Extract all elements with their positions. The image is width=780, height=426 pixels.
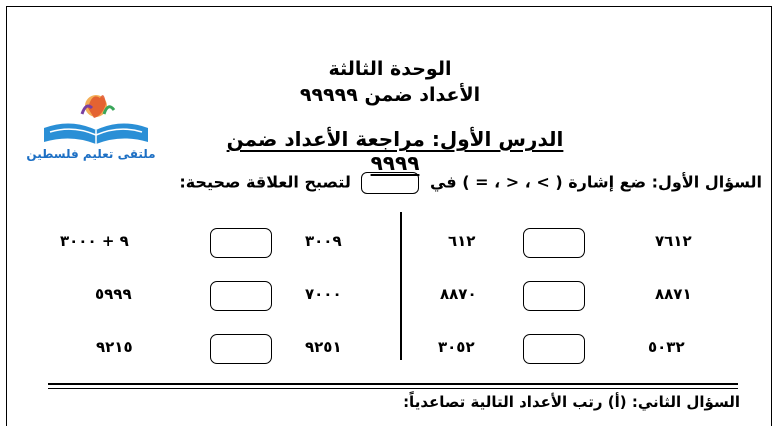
question-1-text-end: لتصبح العلاقة صحيحة: <box>179 172 351 192</box>
right-row-1-b: ٦١٢ <box>448 232 476 250</box>
column-divider <box>400 212 402 360</box>
left-row-2-a: ٧٠٠٠ <box>305 285 342 303</box>
logo-text: ملتقى تعليم فلسطين <box>26 147 156 161</box>
question-1-text: السؤال الأول: ضع إشارة ( > ، < ، = ) في <box>429 172 762 192</box>
right-row-3-a: ٥٠٣٢ <box>648 338 685 356</box>
answer-box-left-1[interactable] <box>210 228 272 258</box>
right-row-2-b: ٨٨٧٠ <box>440 285 477 303</box>
unit-title: الوحدة الثالثة <box>328 58 452 80</box>
unit-subtitle: الأعداد ضمن ٩٩٩٩٩ <box>299 84 481 106</box>
answer-box-right-1[interactable] <box>523 228 585 258</box>
example-answer-box <box>361 172 419 194</box>
left-row-3-b: ٩٢١٥ <box>96 338 133 356</box>
answer-box-left-2[interactable] <box>210 281 272 311</box>
answer-box-right-2[interactable] <box>523 281 585 311</box>
right-row-2-a: ٨٨٧١ <box>655 285 692 303</box>
right-row-1-a: ٧٦١٢ <box>655 232 692 250</box>
section-divider-thin <box>48 388 738 389</box>
question-2-text: السؤال الثاني: (أ) رتب الأعداد التالية تصاعدياً: <box>403 393 740 411</box>
right-row-3-b: ٣٠٥٢ <box>438 338 475 356</box>
question-1 <box>179 172 762 194</box>
left-row-2-b: ٥٩٩٩ <box>95 285 132 303</box>
left-row-3-a: ٩٢٥١ <box>305 338 342 356</box>
left-row-1-b: ٩ + ٣٠٠٠ <box>60 232 129 250</box>
answer-box-right-3[interactable] <box>523 334 585 364</box>
left-row-1-a: ٣٠٠٩ <box>305 232 342 250</box>
section-divider <box>48 383 738 385</box>
answer-box-left-3[interactable] <box>210 334 272 364</box>
lesson-title: الدرس الأول: مراجعة الأعداد ضمن ٩٩٩٩ <box>226 127 564 175</box>
